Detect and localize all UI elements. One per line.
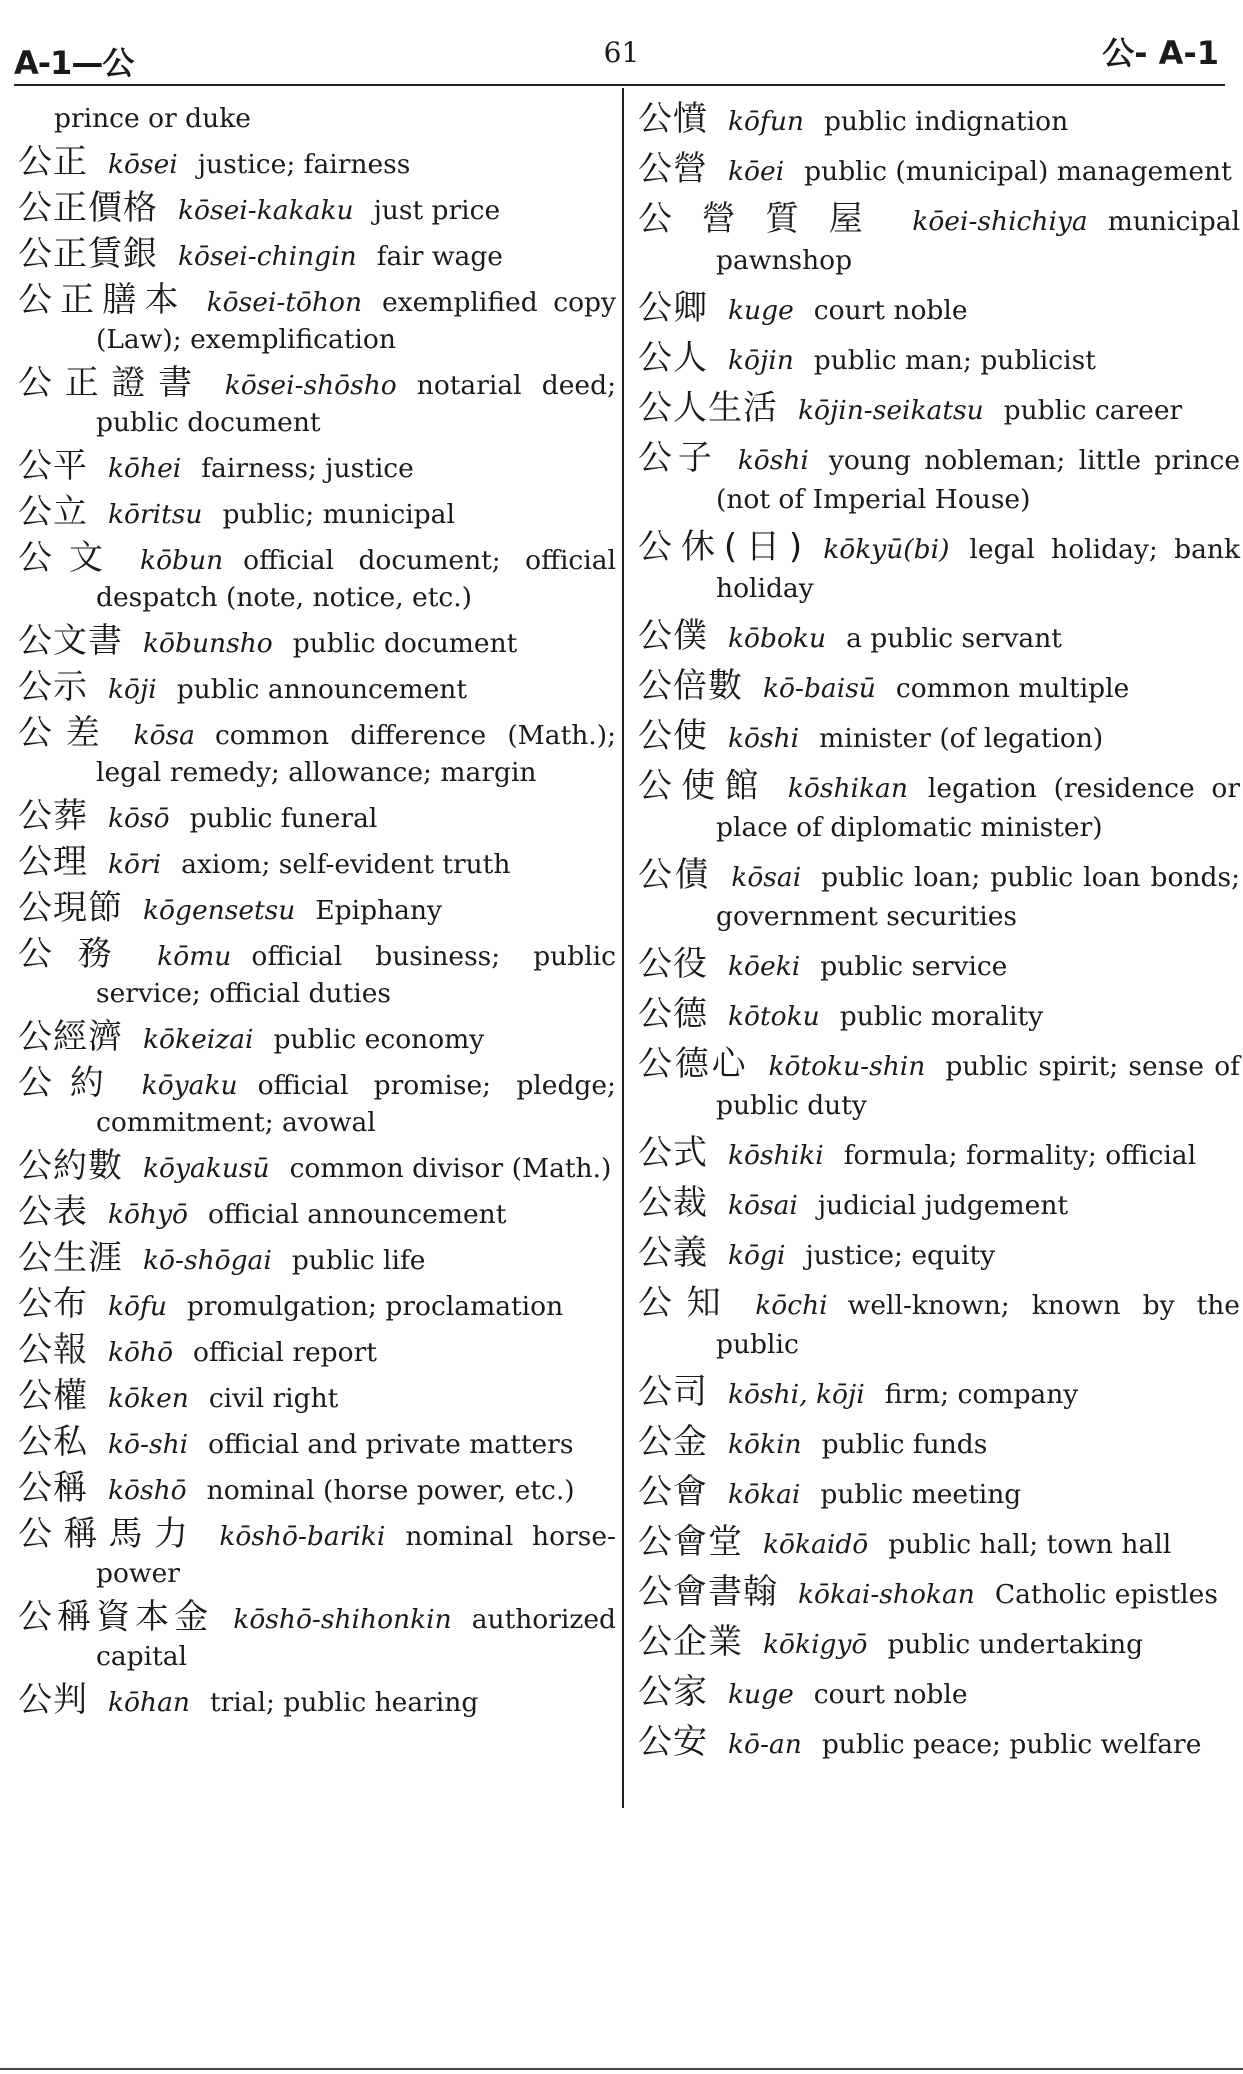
entry-headword: 公義	[638, 1233, 708, 1273]
entry-headword: 公正膳本	[18, 280, 187, 320]
entry-definition: common multiple	[895, 673, 1130, 704]
dictionary-entry	[638, 1234, 1240, 1275]
entry-headword: 公使	[638, 716, 708, 756]
entry-romanization: kōmu	[157, 941, 232, 972]
entry-definition: nominal horse-power	[96, 1521, 616, 1589]
entry-headword: 公會堂	[638, 1522, 743, 1562]
entry-headword: 公布	[18, 1284, 88, 1324]
entry-headword: 公稱	[18, 1468, 88, 1508]
dictionary-entry	[18, 1470, 616, 1509]
continuation-text: prince or duke	[54, 103, 251, 134]
entry-headword: 公德	[638, 994, 708, 1034]
entry-romanization: kōboku	[728, 623, 827, 654]
entry-definition: public undertaking	[887, 1629, 1144, 1660]
entry-romanization: kōkin	[728, 1429, 802, 1460]
entry-romanization: kōkeizai	[143, 1024, 254, 1055]
dictionary-entry	[18, 540, 616, 616]
entry-romanization: kōyakusū	[143, 1153, 270, 1184]
entry-romanization: kōeki	[728, 951, 801, 982]
entry-definition: well-known; known by the public	[716, 1290, 1240, 1360]
entry-headword: 公權	[18, 1376, 88, 1416]
dictionary-entry	[638, 1134, 1240, 1175]
entry-romanization: kōtoku	[728, 1001, 820, 1032]
dictionary-entry	[638, 1045, 1240, 1125]
entry-romanization: kōsei	[108, 149, 178, 180]
dictionary-entry	[638, 528, 1240, 608]
dictionary-entry	[638, 289, 1240, 330]
entry-definition: firm; company	[884, 1379, 1079, 1410]
dictionary-entry	[18, 669, 616, 708]
entry-romanization: kōshō-bariki	[219, 1521, 386, 1552]
entry-romanization: kōkai-shokan	[798, 1579, 975, 1610]
entry-romanization: kōshikan	[787, 773, 908, 804]
entry-definition: Epiphany	[315, 895, 442, 926]
entry-headword: 公正賃銀	[18, 234, 158, 274]
entry-definition: public spirit; sense of public duty	[716, 1051, 1240, 1121]
bottom-rule	[0, 2068, 1243, 2070]
entry-headword: 公營質屋	[638, 199, 893, 239]
dictionary-entry	[18, 1516, 616, 1592]
running-head-left: A-1—公	[14, 44, 134, 82]
dictionary-entry	[18, 190, 616, 229]
entry-definition: axiom; self-evident truth	[181, 849, 511, 880]
right-entry-list	[638, 100, 1240, 1764]
entry-romanization: kōshō	[108, 1475, 187, 1506]
dictionary-entry	[18, 623, 616, 662]
entry-definition: public meeting	[820, 1479, 1022, 1510]
entry-romanization: kōgi	[728, 1240, 786, 1271]
entry-definition: public hall; town hall	[888, 1529, 1172, 1560]
entry-definition: fairness; justice	[201, 453, 414, 484]
entry-definition: public (municipal) management	[804, 156, 1232, 187]
dictionary-entry	[638, 1184, 1240, 1225]
entry-definition: authorized capital	[96, 1604, 616, 1672]
entry-definition: court noble	[813, 1679, 968, 1710]
entry-definition: formula; formality; official	[843, 1140, 1197, 1171]
entry-headword: 公正證書	[18, 363, 205, 403]
dictionary-entry	[18, 1682, 616, 1721]
dictionary-entry	[638, 717, 1240, 758]
entry-definition: justice; fairness	[197, 149, 411, 180]
entry-headword: 公企業	[638, 1622, 743, 1662]
dictionary-entry	[638, 1623, 1240, 1664]
dictionary-entry	[18, 798, 616, 837]
left-column	[18, 100, 616, 1728]
entry-headword: 公營	[638, 149, 708, 189]
entry-headword: 公文書	[18, 621, 123, 661]
entry-headword: 公知	[638, 1283, 736, 1323]
dictionary-entry	[638, 667, 1240, 708]
dictionary-entry	[638, 1284, 1240, 1364]
entry-romanization: kōhan	[108, 1687, 190, 1718]
entry-headword: 公報	[18, 1330, 88, 1370]
entry-romanization: kōhyō	[108, 1199, 189, 1230]
entry-headword: 公德心	[638, 1044, 749, 1084]
entry-definition: notarial deed; public document	[96, 370, 616, 438]
entry-romanization: kōsō	[108, 803, 170, 834]
dictionary-entry	[18, 936, 616, 1012]
dictionary-entry	[638, 1423, 1240, 1464]
entry-headword: 公役	[638, 944, 708, 984]
dictionary-entry	[638, 1373, 1240, 1414]
entry-headword: 公會書翰	[638, 1572, 778, 1612]
entry-definition: public morality	[839, 1001, 1044, 1032]
entry-definition: promulgation; proclamation	[186, 1291, 564, 1322]
entry-headword: 公使館	[638, 766, 768, 806]
entry-headword: 公差	[18, 713, 114, 753]
entry-headword: 公理	[18, 842, 88, 882]
dictionary-entry	[18, 1148, 616, 1187]
entry-headword: 公債	[638, 855, 712, 895]
entry-definition: a public servant	[846, 623, 1062, 654]
entry-definition: justice; equity	[805, 1240, 996, 1271]
dictionary-entry	[18, 1019, 616, 1058]
entry-romanization: kōshiki	[728, 1140, 824, 1171]
dictionary-entry	[18, 715, 616, 791]
entry-headword: 公倍數	[638, 666, 743, 706]
entry-romanization: kōsei-chingin	[178, 241, 357, 272]
entry-romanization: kōkigyō	[763, 1629, 868, 1660]
entry-headword: 公葬	[18, 796, 88, 836]
entry-romanization: kōtoku-shin	[768, 1051, 926, 1082]
entry-romanization: kōsa	[133, 720, 195, 751]
dictionary-entry	[638, 945, 1240, 986]
entry-headword: 公司	[638, 1372, 708, 1412]
entry-definition: public; municipal	[222, 499, 455, 530]
dictionary-entry	[638, 150, 1240, 191]
dictionary-entry	[18, 1378, 616, 1417]
entry-headword: 公正	[18, 142, 88, 182]
entry-romanization: kōjin	[728, 345, 794, 376]
entry-definition: public document	[292, 628, 518, 659]
dictionary-entry	[638, 995, 1240, 1036]
entry-headword: 公式	[638, 1133, 708, 1173]
dictionary-entry	[638, 617, 1240, 658]
entry-headword: 公示	[18, 667, 88, 707]
entry-romanization: kō-an	[728, 1729, 802, 1760]
entry-definition: young nobleman; little prince (not of Imperial House)	[716, 445, 1240, 515]
entry-romanization: kōji	[108, 674, 157, 705]
entry-romanization: kō-shi	[108, 1429, 189, 1460]
dictionary-entry	[18, 282, 616, 358]
entry-romanization: kōbunsho	[143, 628, 273, 659]
entry-headword: 公表	[18, 1192, 88, 1232]
entry-definition: public loan; public loan bonds; government securities	[716, 862, 1240, 932]
dictionary-entry	[18, 890, 616, 929]
dictionary-entry	[18, 1194, 616, 1233]
entry-definition: legal holiday; bank holiday	[716, 534, 1241, 604]
entry-definition: just price	[373, 195, 501, 226]
entry-romanization: kōkai	[728, 1479, 801, 1510]
entry-definition: public service	[820, 951, 1008, 982]
entry-headword: 公約	[18, 1063, 122, 1103]
dictionary-entry	[18, 1065, 616, 1141]
entry-headword: 公約數	[18, 1146, 123, 1186]
entry-headword: 公平	[18, 446, 88, 486]
entry-definition: official business; public service; official duties	[96, 941, 616, 1009]
entry-romanization: kōshi	[728, 723, 800, 754]
entry-romanization: kō-shōgai	[143, 1245, 272, 1276]
entry-headword: 公僕	[638, 616, 708, 656]
entry-headword: 公卿	[638, 288, 708, 328]
entry-romanization: kōsei-kakaku	[178, 195, 354, 226]
entry-definition: nominal (horse power, etc.)	[206, 1475, 575, 1506]
entry-romanization: kōbun	[140, 545, 224, 576]
dictionary-entry	[638, 856, 1240, 936]
right-column	[638, 100, 1240, 1773]
entry-headword: 公生涯	[18, 1238, 123, 1278]
dictionary-entry	[18, 448, 616, 487]
dictionary-entry	[18, 1240, 616, 1279]
entry-headword: 公經濟	[18, 1017, 123, 1057]
entry-definition: civil right	[208, 1383, 339, 1414]
dictionary-entry	[638, 200, 1240, 280]
dictionary-entry	[638, 1673, 1240, 1714]
dictionary-entry	[638, 339, 1240, 380]
entry-headword: 公判	[18, 1680, 88, 1720]
entry-definition: court noble	[813, 295, 968, 326]
entry-romanization: kōjin-seikatsu	[798, 395, 984, 426]
left-entry-list	[18, 144, 616, 1721]
entry-definition: public economy	[273, 1024, 485, 1055]
entry-headword: 公稱資本金	[18, 1597, 214, 1637]
entry-definition: public peace; public welfare	[821, 1729, 1202, 1760]
entry-definition: common divisor (Math.)	[289, 1153, 612, 1184]
entry-headword: 公會	[638, 1472, 708, 1512]
dictionary-entry	[18, 1424, 616, 1463]
entry-headword: 公金	[638, 1422, 708, 1462]
dictionary-entry	[18, 236, 616, 275]
entry-headword: 公立	[18, 492, 88, 532]
entry-definition: trial; public hearing	[209, 1687, 479, 1718]
entry-definition: exemplified copy (Law); exemplification	[96, 287, 616, 355]
entry-romanization: kōshō-shihonkin	[233, 1604, 452, 1635]
entry-headword: 公私	[18, 1422, 88, 1462]
entry-headword: 公憤	[638, 99, 708, 139]
entry-romanization: kōfu	[108, 1291, 167, 1322]
entry-headword: 公裁	[638, 1183, 708, 1223]
dictionary-entry	[638, 100, 1240, 141]
entry-headword: 公子	[638, 438, 718, 478]
entry-romanization: kōsei-tōhon	[206, 287, 363, 318]
dictionary-entry	[638, 1473, 1240, 1514]
entry-definition: public announcement	[176, 674, 468, 705]
entry-definition: public funeral	[189, 803, 378, 834]
entry-romanization: kōhei	[108, 453, 182, 484]
dictionary-entry	[638, 1573, 1240, 1614]
entry-romanization: kōei	[728, 156, 785, 187]
dictionary-entry	[18, 1599, 616, 1675]
dictionary-entry	[18, 365, 616, 441]
entry-headword: 公正價格	[18, 188, 158, 228]
dictionary-entry	[18, 1286, 616, 1325]
entry-definition: public funds	[821, 1429, 988, 1460]
dictionary-entry	[638, 439, 1240, 519]
entry-headword: 公安	[638, 1722, 708, 1762]
entry-definition: official announcement	[208, 1199, 507, 1230]
entry-romanization: kōkaidō	[763, 1529, 869, 1560]
entry-headword: 公人	[638, 338, 708, 378]
entry-definition: public life	[291, 1245, 426, 1276]
header-rule	[14, 84, 1225, 86]
entry-romanization: kōchi	[755, 1290, 828, 1321]
entry-definition: public man; publicist	[813, 345, 1096, 376]
entry-headword: 公家	[638, 1672, 708, 1712]
entry-headword: 公人生活	[638, 388, 778, 428]
dictionary-entry	[638, 1723, 1240, 1764]
entry-headword: 公稱馬力	[18, 1514, 200, 1554]
entry-definition: public career	[1003, 395, 1183, 426]
entry-romanization: kōritsu	[108, 499, 203, 530]
entry-definition: official promise; pledge; commitment; avowal	[96, 1070, 616, 1138]
entry-romanization: kuge	[728, 1679, 794, 1710]
entry-romanization: kōsei-shōsho	[224, 370, 397, 401]
entry-headword: 公現節	[18, 888, 123, 928]
dictionary-entry	[638, 389, 1240, 430]
running-head-right: 公- A-1	[1102, 34, 1219, 72]
entry-definition: legation (residence or place of diplomatic minister)	[716, 773, 1240, 843]
entry-romanization: kōsai	[728, 1190, 798, 1221]
entry-headword: 公文	[18, 538, 121, 578]
entry-definition: municipal pawnshop	[716, 206, 1240, 276]
entry-romanization: kōei-shichiya	[912, 206, 1088, 237]
entry-headword: 公休(日)	[638, 527, 804, 567]
entry-romanization: kōshi, kōji	[728, 1379, 865, 1410]
entry-definition: common difference (Math.); legal remedy; allowance; margin	[96, 720, 616, 788]
entry-headword: 公務	[18, 934, 138, 974]
dictionary-entry	[638, 1523, 1240, 1564]
entry-definition: fair wage	[376, 241, 503, 272]
entry-romanization: kōshi	[737, 445, 809, 476]
dictionary-entry	[18, 494, 616, 533]
entry-definition: judicial judgement	[817, 1190, 1069, 1221]
entry-romanization: kō-baisū	[763, 673, 876, 704]
entry-romanization: kōhō	[108, 1337, 174, 1368]
entry-definition: public indignation	[823, 106, 1069, 137]
entry-definition: Catholic epistles	[994, 1579, 1218, 1610]
entry-definition: minister (of legation)	[819, 723, 1104, 754]
dictionary-entry	[638, 767, 1240, 847]
dictionary-entry	[18, 144, 616, 183]
entry-definition: official report	[193, 1337, 377, 1368]
dictionary-entry	[18, 844, 616, 883]
page-number: 61	[603, 36, 640, 69]
column-divider	[622, 88, 624, 1808]
entry-romanization: kuge	[728, 295, 794, 326]
entry-definition: official and private matters	[208, 1429, 574, 1460]
entry-romanization: kōgensetsu	[143, 895, 296, 926]
entry-romanization: kōyaku	[141, 1070, 238, 1101]
entry-romanization: kōri	[108, 849, 162, 880]
entry-romanization: kōkyū(bi)	[823, 534, 950, 565]
entry-romanization: kōken	[108, 1383, 189, 1414]
entry-definition: official document; official despatch (note, notice, etc.)	[96, 545, 617, 613]
entry-romanization: kōsai	[731, 862, 802, 893]
dictionary-entry	[18, 1332, 616, 1371]
entry-romanization: kōfun	[728, 106, 804, 137]
